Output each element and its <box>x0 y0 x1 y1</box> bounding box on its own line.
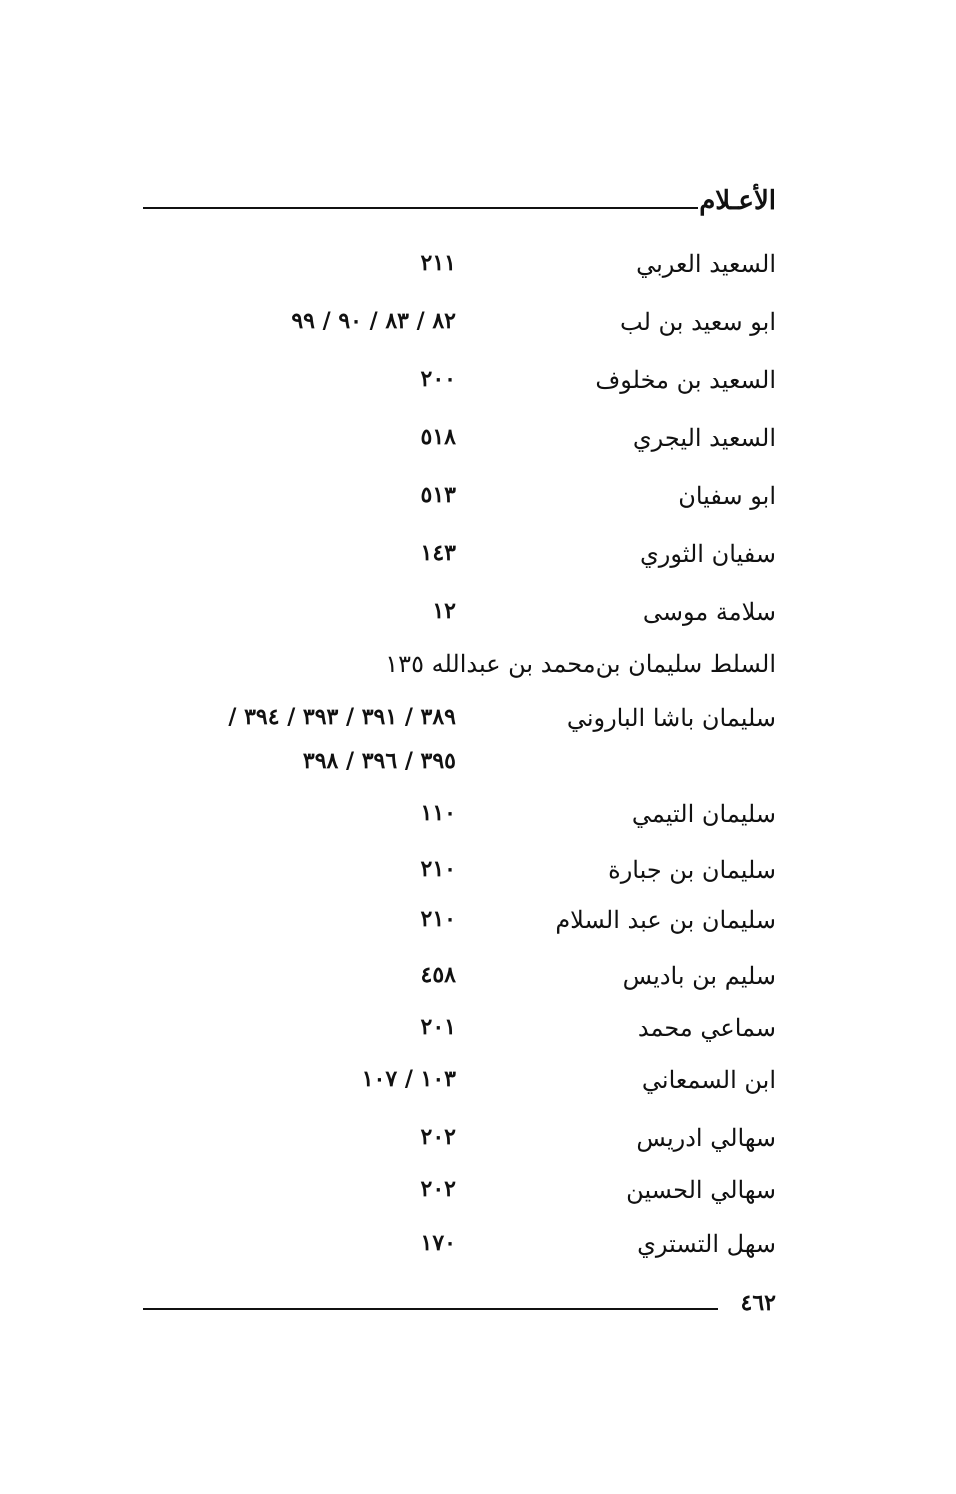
entry-pages <box>421 250 456 294</box>
entry-pages <box>421 906 456 950</box>
entry-pages <box>362 1066 456 1110</box>
entry-page-refs: ٢١٠ <box>420 906 456 932</box>
entry-name: سهالي ادريس <box>636 1124 776 1152</box>
entry-name: سليمان بن جبارة <box>608 856 776 884</box>
entry-name: السلط سليمان بن‌محمد بن عبدالله ١٣٥ <box>385 650 776 678</box>
entry-name: السعيد العربي <box>636 250 776 278</box>
entry-name: سفيان الثوري <box>639 540 776 568</box>
entry-page-refs: ٣٩٥ / ٣٩٦ / ٣٩٨ <box>302 748 456 774</box>
index-entry <box>0 540 956 580</box>
entry-page-refs: ١٤٣ <box>420 540 456 566</box>
entry-pages <box>421 1014 456 1058</box>
index-entry <box>0 962 956 1002</box>
entry-pages <box>421 962 456 1006</box>
entry-page-refs: ٣٨٩ / ٣٩١ / ٣٩٣ / ٣٩٤ / <box>228 704 456 730</box>
entry-name: سليمان التيمي <box>631 800 776 828</box>
entry-page-refs: ٥١٣ <box>420 482 456 508</box>
entry-name: سهالي الحسين <box>626 1176 776 1204</box>
entry-pages <box>291 308 456 352</box>
entry-pages <box>421 1230 456 1274</box>
entry-name: سليمان باشا الباروني <box>566 704 776 732</box>
entry-pages <box>421 800 456 844</box>
index-entry <box>0 308 956 348</box>
entry-pages <box>228 704 456 792</box>
index-entry <box>0 856 956 896</box>
index-entry <box>0 424 956 464</box>
entry-name: السعيد اليجري <box>632 424 776 452</box>
footer-rule <box>143 1308 718 1310</box>
entry-name: السعيد بن مخلوف <box>595 366 776 394</box>
entry-name: ابو سفيان <box>678 482 776 510</box>
index-entry <box>0 650 956 690</box>
page-number: ٤٦٢ <box>740 1290 776 1316</box>
entry-name: سلامة موسى <box>642 598 776 626</box>
entry-name: ابو سعيد بن لب <box>620 308 776 336</box>
entry-page-refs: ١٢ <box>432 598 456 624</box>
entry-name: سهل التستري <box>637 1230 776 1258</box>
index-entry <box>0 1124 956 1164</box>
running-header-title: الأعـلام <box>699 186 776 216</box>
index-entry <box>0 1230 956 1270</box>
entry-pages <box>421 1124 456 1168</box>
entry-name: سماعي محمد <box>637 1014 776 1042</box>
index-entry <box>0 800 956 840</box>
entry-pages <box>421 540 456 584</box>
index-entry <box>0 704 956 774</box>
entry-pages <box>421 424 456 468</box>
entry-pages <box>432 598 456 642</box>
index-entry <box>0 1176 956 1216</box>
entry-page-refs: ٥١٨ <box>420 424 456 450</box>
entry-page-refs: ٤٥٨ <box>420 962 456 988</box>
header-rule <box>143 207 698 209</box>
entry-page-refs: ٢٠١ <box>420 1014 456 1040</box>
entry-pages <box>421 1176 456 1220</box>
index-entry <box>0 482 956 522</box>
entry-page-refs: ٢١٠ <box>420 856 456 882</box>
index-entry <box>0 598 956 638</box>
index-entry <box>0 366 956 406</box>
entry-page-refs: ٢٠٢ <box>420 1176 456 1202</box>
entry-page-refs: ١١٠ <box>420 800 456 826</box>
entry-page-refs: ٢٠٠ <box>420 366 456 392</box>
entry-page-refs: ٨٢ / ٨٣ / ٩٠ / ٩٩ <box>291 308 456 334</box>
index-entry <box>0 906 956 946</box>
index-entry <box>0 1014 956 1054</box>
index-entry <box>0 250 956 290</box>
entry-pages <box>421 482 456 526</box>
entry-name: ابن السمعاني <box>641 1066 776 1094</box>
entry-name: سليم بن باديس <box>622 962 776 990</box>
entry-pages <box>421 366 456 410</box>
entry-page-refs: ٢٠٢ <box>420 1124 456 1150</box>
entry-page-refs: ٢١١ <box>420 250 456 276</box>
entry-page-refs: ١٧٠ <box>420 1230 456 1256</box>
index-entry <box>0 1066 956 1106</box>
entry-name: سليمان بن عبد السلام <box>555 906 776 934</box>
entry-page-refs: ١٠٣ / ١٠٧ <box>361 1066 456 1092</box>
entry-pages <box>421 856 456 900</box>
